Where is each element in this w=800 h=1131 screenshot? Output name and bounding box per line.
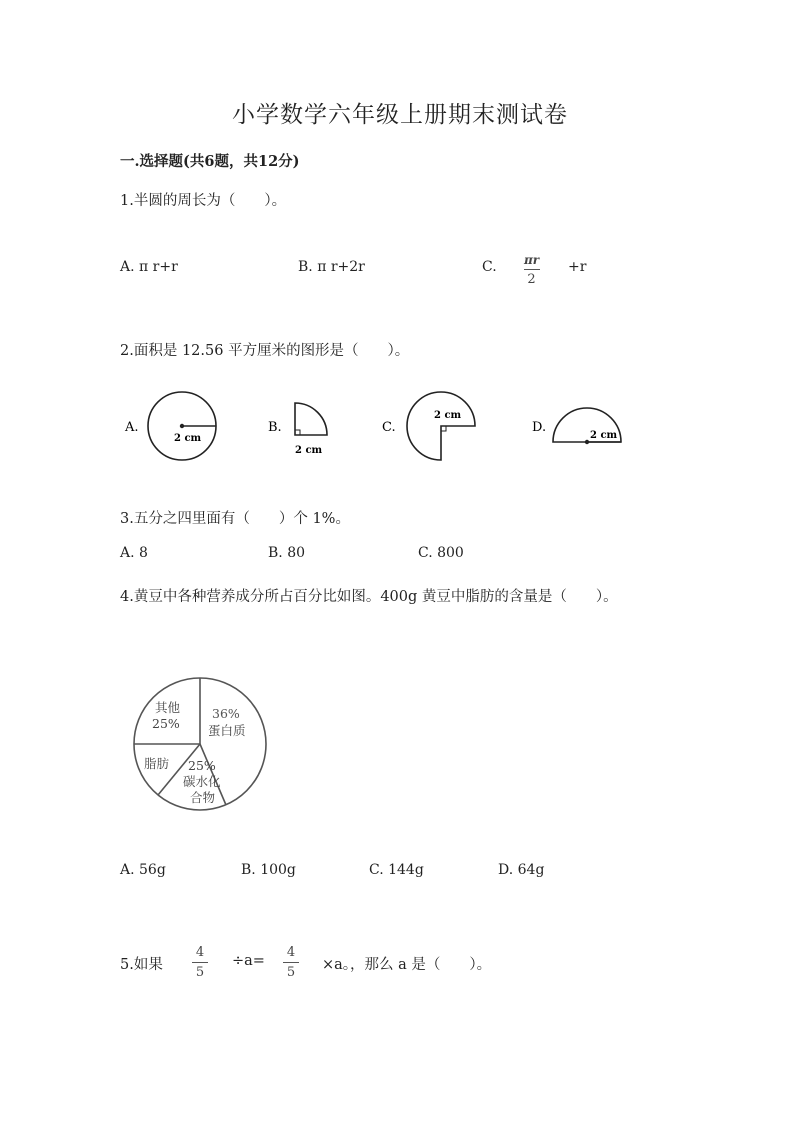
pie-label-other-pct: 25% (152, 716, 180, 731)
figure-b-dimension: 2 cm (295, 445, 323, 456)
question-3-option-c: C. 800 (418, 545, 464, 561)
question-4-option-a: A. 56g (120, 862, 166, 878)
question-1-option-c-fraction (522, 253, 541, 287)
figure-c-dimension: 2 cm (434, 410, 462, 421)
figure-d-dimension: 2 cm (590, 430, 618, 441)
question-1-option-c-suffix: +r (568, 259, 587, 275)
question-1-option-a: A. π r+r (120, 259, 178, 275)
question-4-pie-chart (128, 672, 273, 817)
figure-d-label: D. (532, 420, 547, 435)
question-4-stem: 4.黄豆中各种营养成分所占百分比如图。400g 黄豆中脂肪的含量是（ ）。 (120, 589, 618, 605)
question-5-fraction-2 (283, 945, 299, 980)
question-3-option-a: A. 8 (120, 545, 148, 561)
fraction-denominator: 2 (527, 272, 536, 287)
question-5-prefix: 5.如果 (120, 957, 163, 973)
pie-label-carb-name-1: 碳水化 (183, 774, 221, 789)
question-3-stem: 3.五分之四里面有（ ）个 1%。 (120, 511, 350, 527)
question-5-suffix: ×a。，那么 a 是（ ）。 (322, 957, 492, 973)
question-4-option-d: D. 64g (498, 862, 545, 878)
question-4-option-b: B. 100g (241, 862, 296, 878)
figure-a-label: A. (125, 420, 139, 435)
question-5-fraction-1 (192, 945, 208, 980)
page-title: 小学数学六年级上册期末测试卷 (232, 102, 568, 128)
pie-label-protein-pct: 36% (212, 706, 240, 721)
question-3-option-b: B. 80 (268, 545, 306, 561)
fraction-denominator: 5 (286, 965, 296, 980)
pie-label-other-name: 其他 (155, 700, 181, 715)
fraction-bar (192, 962, 208, 963)
question-1-stem: 1.半圆的周长为（ ）。 (120, 193, 287, 209)
pie-label-protein-name: 蛋白质 (208, 723, 246, 738)
fraction-numerator: 4 (286, 945, 296, 960)
question-1-option-b: B. π r+2r (298, 259, 365, 275)
question-5-middle: ÷a= (232, 953, 265, 969)
fraction-numerator: 4 (195, 945, 205, 960)
figure-b-label: B. (268, 420, 282, 435)
fraction-bar (283, 962, 299, 963)
fraction-bar (524, 269, 540, 270)
figure-a-circle (148, 392, 216, 460)
figure-c-three-quarter-circle (407, 392, 475, 460)
fraction-denominator: 5 (195, 965, 205, 980)
figure-b-quarter-circle (295, 403, 327, 435)
question-1-option-c-label: C. (482, 259, 497, 275)
figure-c-label: C. (382, 420, 396, 435)
pie-label-carb-name-2: 合物 (190, 790, 216, 805)
section-heading: 一.选择题(共6题，共12分) (120, 153, 300, 170)
pie-label-fat-name: 脂肪 (144, 756, 170, 771)
figure-a-dimension: 2 cm (174, 433, 202, 444)
question-2-figures (110, 385, 650, 470)
question-4-option-c: C. 144g (369, 862, 424, 878)
question-2-stem: 2.面积是 12.56 平方厘米的图形是（ ）。 (120, 343, 410, 359)
pie-label-carb-pct: 25% (188, 758, 216, 773)
fraction-numerator: πr (524, 253, 540, 267)
